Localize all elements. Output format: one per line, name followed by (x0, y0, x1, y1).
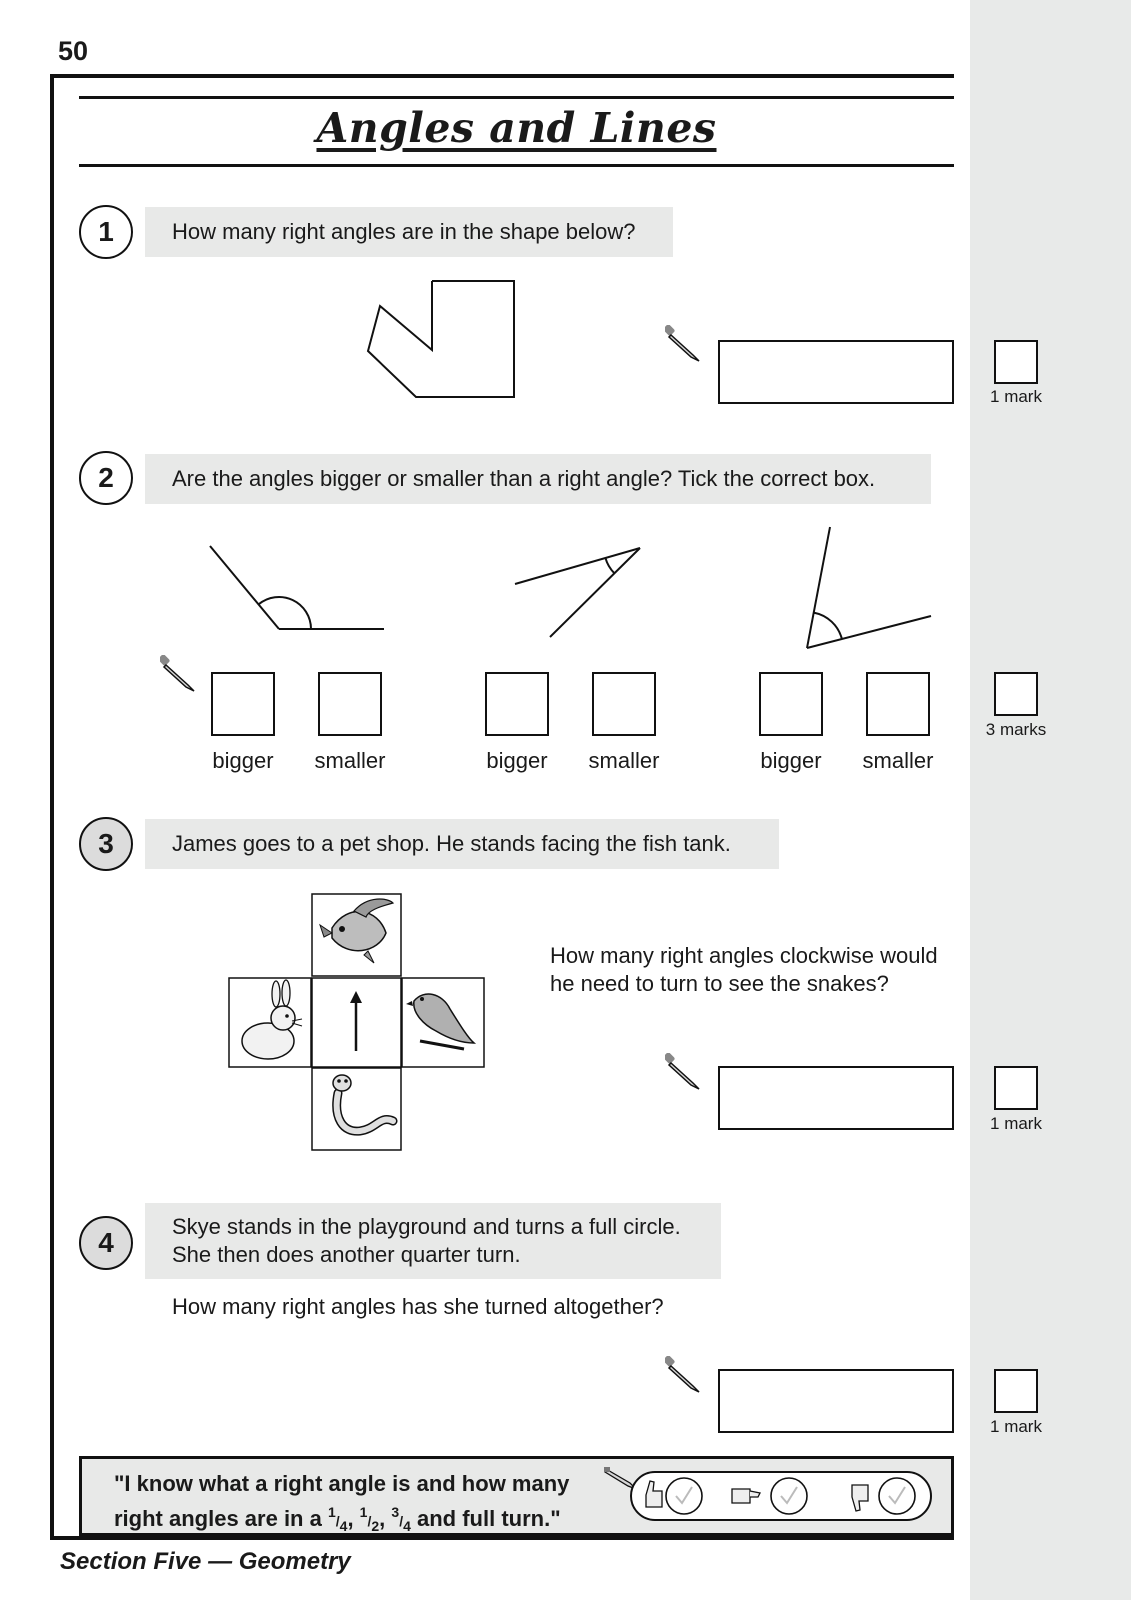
angle-b (510, 540, 645, 645)
page-title: Angles and Lines (316, 104, 717, 152)
frame-left (50, 74, 54, 1540)
question-1-number: 1 (79, 205, 133, 259)
question-4-mark-box[interactable] (994, 1369, 1038, 1413)
angle-c-smaller-label: smaller (862, 748, 934, 773)
angle-b-smaller-tickbox[interactable] (592, 672, 656, 736)
fraction-half: 1/2 (359, 1504, 380, 1534)
question-3-prompt-line1: How many right angles clockwise would (550, 943, 938, 968)
rating-circle-1[interactable] (666, 1478, 702, 1514)
question-4-mark-label: 1 mark (990, 1417, 1042, 1436)
question-4-text-line2: She then does another quarter turn. (172, 1242, 521, 1267)
question-2-banner (145, 454, 931, 504)
pencil-icon (665, 1053, 705, 1093)
pencil-icon (665, 325, 705, 365)
question-3-mark-label: 1 mark (990, 1114, 1042, 1133)
question-2-mark-box[interactable] (994, 672, 1038, 716)
angle-a (200, 530, 390, 636)
angle-b-bigger-label: bigger (486, 748, 548, 773)
question-4-text-line1: Skye stands in the playground and turns a full circle. (172, 1214, 681, 1239)
question-3-prompt-line2: he need to turn to see the snakes? (550, 971, 889, 996)
question-1-text: How many right angles are in the shape below? (172, 219, 636, 244)
angle-c-smaller-tickbox[interactable] (866, 672, 930, 736)
question-1-mark-label: 1 mark (990, 387, 1042, 406)
question-3-answer-box[interactable] (718, 1066, 954, 1130)
thumbs-up-icon (646, 1481, 662, 1507)
angle-a-smaller-label: smaller (314, 748, 386, 773)
question-3-mark-box[interactable] (994, 1066, 1038, 1110)
rating-circle-2[interactable] (771, 1478, 807, 1514)
angle-c-bigger-label: bigger (760, 748, 822, 773)
pencil-icon (160, 655, 200, 695)
question-4-answer-box[interactable] (718, 1369, 954, 1433)
title-rule-bottom (79, 164, 954, 167)
thumbs-sideways-icon (732, 1489, 760, 1503)
question-3-text: James goes to a pet shop. He stands facing the fish tank. (172, 831, 731, 856)
question-2-text: Are the angles bigger or smaller than a right angle? Tick the correct box. (172, 466, 876, 491)
angle-c-bigger-tickbox[interactable] (759, 672, 823, 736)
fraction-quarter: 1/4 (327, 1504, 348, 1534)
question-3-banner (145, 819, 779, 869)
angle-b-bigger-tickbox[interactable] (485, 672, 549, 736)
question-4-number: 4 (79, 1216, 133, 1270)
angle-c (798, 520, 938, 655)
self-assessment-box (79, 1456, 954, 1536)
question-1-banner (145, 207, 673, 257)
pencil-icon (665, 1356, 705, 1396)
question-3-number: 3 (79, 817, 133, 871)
question-1-shape (360, 275, 520, 405)
thumbs-down-icon (852, 1485, 868, 1511)
statement-line2: right angles are in a 1/4, 1/2, 3/4 and full turn." (114, 1504, 561, 1534)
title-rule-top (79, 96, 954, 99)
rating-circle-3[interactable] (879, 1478, 915, 1514)
fraction-three-quarters: 3/4 (391, 1504, 411, 1534)
question-4-prompt: How many right angles has she turned altogether? (172, 1294, 664, 1319)
angle-a-smaller-tickbox[interactable] (318, 672, 382, 736)
angle-a-bigger-tickbox[interactable] (211, 672, 275, 736)
question-2-number: 2 (79, 451, 133, 505)
statement-line1: "I know what a right angle is and how many (114, 1471, 570, 1496)
question-1-mark-box[interactable] (994, 340, 1038, 384)
frame-top (50, 74, 954, 78)
self-rating-bar (630, 1471, 932, 1521)
question-1-answer-box[interactable] (718, 340, 954, 404)
pet-shop-grid (228, 893, 488, 1153)
angle-b-smaller-label: smaller (588, 748, 660, 773)
question-4-banner (145, 1203, 721, 1279)
margin-strip (970, 0, 1131, 1600)
self-assessment-statement (114, 1469, 569, 1541)
question-2-mark-label: 3 marks (985, 720, 1047, 739)
section-title: Section Five — Geometry (60, 1548, 351, 1575)
angle-a-bigger-label: bigger (212, 748, 274, 773)
page-number: 50 (58, 36, 89, 66)
